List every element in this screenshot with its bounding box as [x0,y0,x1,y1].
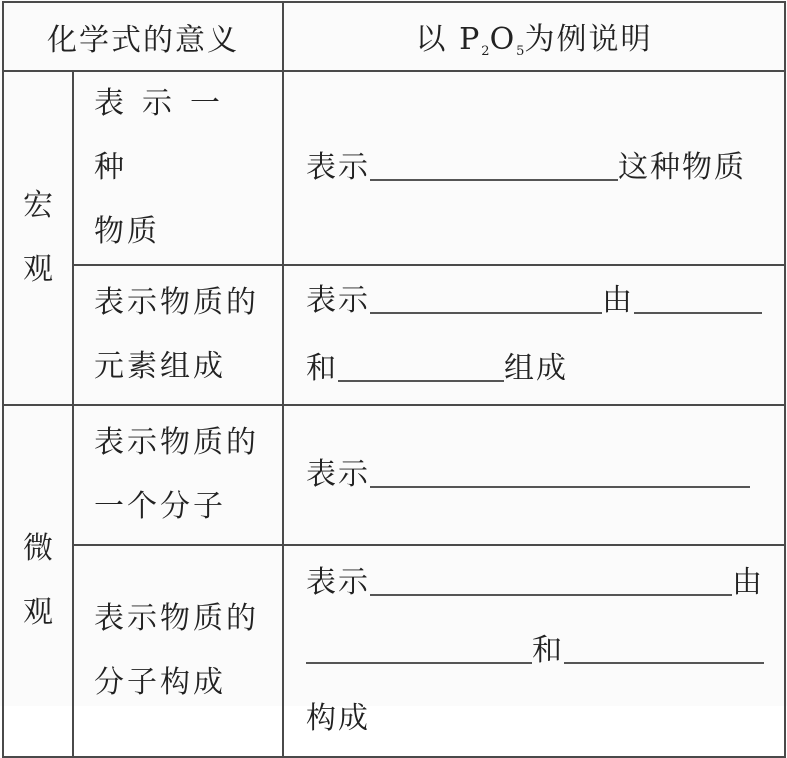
meaning-molecule-line1: 表示物质的 [94,425,259,460]
answer-elements-line2-post: 组成 [504,351,568,386]
meaning-elements-line2: 元素组成 [94,349,226,384]
meaning-substance-line1: 表示一种 [94,86,238,185]
answer-blank-elements-2[interactable] [634,284,762,314]
chemical-formula-meaning-table [2,1,786,758]
answer-substance-pre: 表示 [306,150,370,185]
answer-blank-substance[interactable] [370,151,618,181]
macro-row-substance [3,71,785,265]
answer-elements-mid: 由 [602,283,634,318]
micro-label-char-2: 观 [23,595,53,630]
answer-elements-line2-pre: 和 [306,351,338,386]
meaning-composition-line1: 表示物质的 [94,601,259,636]
answer-composition-post: 由 [732,565,764,600]
meaning-cell-composition [73,545,283,757]
answer-blank-composition-2[interactable] [306,634,532,664]
macro-row-elements [3,265,785,405]
header-example-suffix: 为例说明 [524,22,653,57]
answer-blank-composition-3[interactable] [564,634,764,664]
formula-subscript-o: 5 [516,44,525,59]
formula-element-p: P [459,22,482,57]
answer-blank-elements-3[interactable] [338,352,504,382]
answer-blank-elements-1[interactable] [370,284,602,314]
formula-subscript-p: 2 [481,44,490,59]
answer-cell-substance [283,71,785,265]
meaning-substance-line2: 物质 [94,214,160,249]
macro-label-char-2: 观 [23,252,53,287]
answer-composition-mid: 和 [532,633,564,668]
answer-blank-composition-1[interactable] [370,566,732,596]
answer-substance-post: 这种物质 [618,150,746,185]
meaning-cell-substance [73,71,283,265]
header-example-prefix: 以 [415,22,460,57]
meaning-composition-line2: 分子构成 [94,665,226,700]
micro-row-molecule [3,405,785,545]
answer-composition-pre: 表示 [306,565,370,600]
micro-label-cell [3,405,73,757]
answer-cell-elements [283,265,785,405]
macro-label-cell [3,71,73,405]
meaning-elements-line1: 表示物质的 [94,285,259,320]
meaning-cell-elements [73,265,283,405]
header-meaning-cell [3,2,283,71]
answer-molecule-pre: 表示 [306,457,370,492]
header-row [3,2,785,71]
answer-cell-molecule [283,405,785,545]
micro-label-char-1: 微 [23,531,53,566]
answer-cell-composition [283,545,785,757]
answer-elements-pre: 表示 [306,283,370,318]
macro-label-char-1: 宏 [23,188,53,223]
header-meaning-label: 化学式的意义 [47,22,239,58]
meaning-cell-molecule [73,405,283,545]
meaning-molecule-line2: 一个分子 [94,489,226,524]
answer-composition-line3: 构成 [306,701,370,736]
formula-element-o: O [489,22,517,57]
header-example-cell [283,2,785,71]
micro-row-composition [3,545,785,757]
answer-blank-molecule[interactable] [370,458,750,488]
